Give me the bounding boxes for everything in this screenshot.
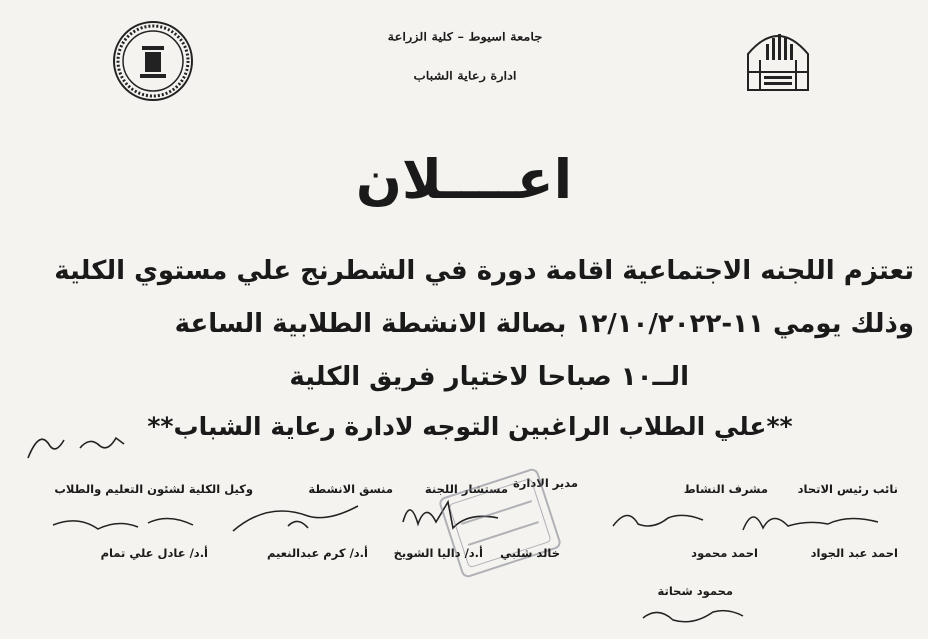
- role-activity-supervisor: مشرف النشاط: [683, 482, 768, 496]
- name-ahmed-abdelgawad: احمد عبد الجواد: [810, 546, 898, 560]
- name-ahmed-mahmoud: احمد محمود: [691, 546, 758, 560]
- header: [300, 30, 630, 84]
- signature-icon: [228, 496, 368, 541]
- name-adel-tamam: أ.د/ عادل علي تمام: [100, 546, 208, 560]
- body-line: تعتزم اللجنه الاجتماعية اقامة دورة في الشطرنج علي مستوي الكلية: [54, 256, 914, 286]
- name-dalia-elshewekh: أ.د/ داليا الشويخ: [393, 546, 483, 560]
- notice-line: **علي الطلاب الراغبين التوجه لادارة رعاية الشباب**: [147, 412, 793, 441]
- handwritten-note-icon: [20, 418, 130, 468]
- faculty-seal-icon: [112, 20, 194, 102]
- signature-icon: [738, 500, 888, 540]
- announcement-body: [24, 245, 914, 404]
- body-line: وذلك يومي ١١-١٢/١٠/٢٠٢٢ بصالة الانشطة الطلابية الساعة: [174, 309, 914, 339]
- signature-icon: [608, 500, 708, 540]
- role-activities-coordinator: منسق الانشطة: [308, 482, 393, 496]
- signature-icon: [638, 598, 748, 630]
- signature-icon: [48, 505, 198, 540]
- role-vice-dean: وكيل الكلية لشئون التعليم والطلاب: [54, 482, 253, 496]
- name-khaled-shalaby: خالد شلبي: [500, 546, 560, 560]
- name-mahmoud-shehata: محمود شحاتة: [657, 584, 733, 598]
- role-director: مدير الادارة: [513, 476, 578, 490]
- body-line: الــ١٠ صباحا لاختيار فريق الكلية: [289, 362, 689, 392]
- university-faculty-line: جامعة اسيوط – كلية الزراعة: [387, 31, 543, 44]
- department-line: ادارة رعاية الشباب: [413, 70, 517, 83]
- university-logo-icon: [740, 24, 816, 94]
- name-karam-abdelnaeem: أ.د/ كرم عبدالنعيم: [266, 546, 368, 560]
- role-vice-president: نائب رئيس الاتحاد: [797, 482, 898, 496]
- role-committee-advisor: مستشار اللجنة: [424, 482, 508, 496]
- page-title: اعــــلان: [355, 148, 573, 211]
